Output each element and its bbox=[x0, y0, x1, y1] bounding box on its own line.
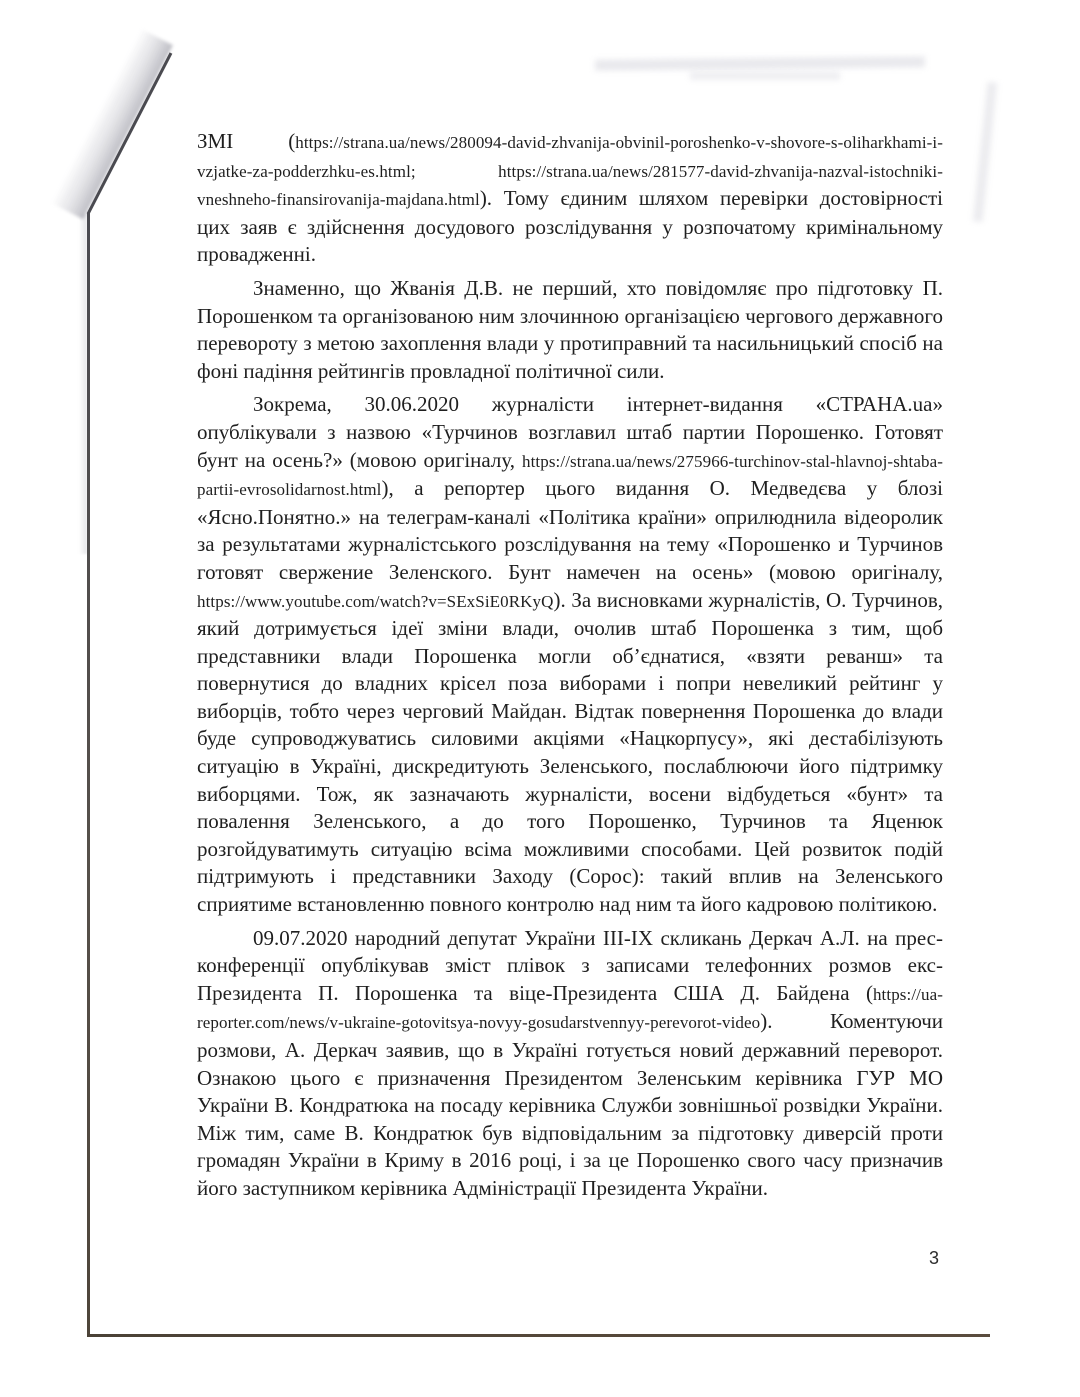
page-edge-left bbox=[87, 213, 90, 1337]
paragraph bbox=[197, 128, 943, 269]
page-number: 3 bbox=[929, 1248, 940, 1268]
text-run: ЗМІ ( bbox=[197, 129, 296, 153]
url-text: https://strana.ua/news/275966-turchinov-stal-hlavnoj-shtaba-partii-evrosolidarnost.html bbox=[197, 451, 943, 500]
page-edge-bottom bbox=[87, 1334, 990, 1337]
url-text: https://www.youtube.com/watch?v=SExSiE0RKyQ bbox=[197, 591, 554, 611]
page-corner-shadow bbox=[51, 29, 173, 220]
text-run: ). Тому єдиним шляхом перевірки достовірності цих заяв є здійснення досудового розслідування у розпочатому кримінальному провадженні. bbox=[197, 186, 943, 267]
text-run: ), а репортер цього видання О. Медведєва у блозі «Ясно.Понятно.» на телеграм-каналі «Політика країни» оприлюднила відеоролик за результатами журналістського розслідування на тему «Порошенко и Турчинов готовят свержение Зеленского. Бунт намечен на осень» (мовою оригіналу, bbox=[197, 476, 943, 584]
url-text: https://ua-reporter.com/news/v-ukraine-gotovitsya-novyy-gosudarstvennyy-perevorot-video bbox=[197, 984, 943, 1033]
text-run: Зокрема, 30.06.2020 журналісти інтернет-видання «СТРАНА.ua» опублікували з назвою «Турчинов возглавил штаб партии Порошенко. Готовят бунт на осень?» (мовою оригіналу, bbox=[197, 392, 943, 472]
text-run: Знаменно, що Жванія Д.В. не перший, хто повідомляє про підготовку П. Порошенком та організованою ним злочинною організацією чергового державного перевороту з метою захоплення влади у протиправний та насильницький спосіб на фоні падіння рейтингів провладної політичної сили. bbox=[197, 275, 943, 383]
paragraph bbox=[197, 925, 943, 1203]
scan-smudge-icon bbox=[690, 72, 840, 80]
paragraph bbox=[197, 275, 943, 385]
document-text bbox=[197, 128, 943, 1209]
scan-smudge-icon bbox=[973, 82, 998, 222]
url-text: https://strana.ua/news/280094-david-zhvanija-obvinil-poroshenko-v-shovore-s-oliharkhami-i-vzjatke-za-podderzhku-es.html; https://strana.ua/news/281577-david-zhvanija-nazval-istochniki-vneshneho-finansirovanija-majdana.html bbox=[197, 133, 943, 210]
text-run: ). За висновками журналістів, О. Турчинов, який дотримується ідеї зміни влади, очолив штаб Порошенка з тим, щоб представники влади Порошенка могли об’єднатися, «взяти реванш» та повернутися до владних крісел поза виборами і попри невеликий рейтинг у виборців, тобто через черговий Майдан. Відтак повернення Порошенка до влади буде супроводжуватись силовими акціями «Нацкорпусу», які дестабілізують ситуацію в Україні, дискредитують Зеленського, послаблюючи його підтримку виборцями. Тож, як зазначають журналісти, восени відбудеться «бунт» та повалення Зеленського, а до того Порошенко, Турчинов та Яценюк розгойдуватимуть ситуацію всіма можливими способами. Цей розвиток подій підтримують і представники Заходу (Сорос): такий вплив на Зеленського сприятиме встановленню повного контролю над ним та його кадровою політикою. bbox=[197, 587, 943, 917]
paragraph bbox=[197, 391, 943, 918]
page-left-shadow bbox=[79, 214, 87, 554]
text-run: ). Коментуючи розмови, А. Деркач заявив, що в Україні готується новий державний переворот. Ознакою цього є призначення Президентом Зеленським керівника ГУР МО України В. Кондратюка на посаду керівника Служби зовнішньої розвідки України. Між тим, саме В. Кондратюк був відповідальним за підготовку диверсій проти громадян України в Криму в 2016 році, і за це Порошенко свого часу призначив його заступником керівника Адміністрації Президента України. bbox=[197, 1009, 943, 1200]
scan-smudge-icon bbox=[595, 56, 925, 70]
text-run: 09.07.2020 народний депутат України ІІІ-ІХ скликань Деркач А.Л. на прес-конференції опублікував зміст плівок з записами телефонних розмов екс-Президента П. Порошенка та віце-Президента США Д. Байдена ( bbox=[197, 925, 943, 1005]
